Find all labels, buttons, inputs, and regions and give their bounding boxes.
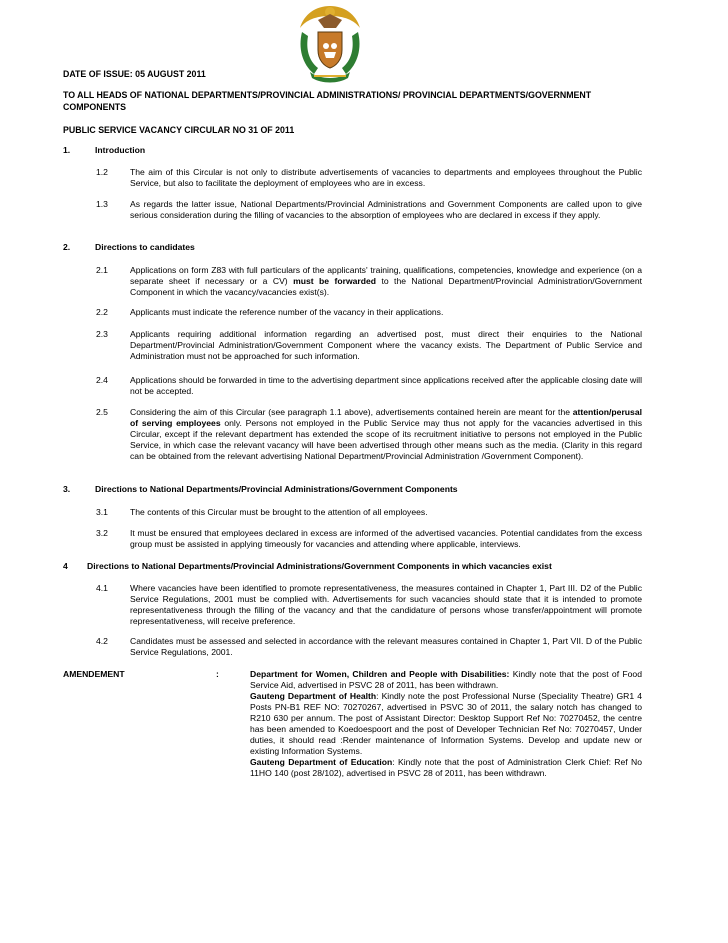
paragraph-text: Considering the aim of this Circular (see paragraph 1.1 above), advertisements contained herein are meant for the attention/perusal of serving employees only. Persons not employed in the Public Service may thus not apply for the vacancies advertised in this Circular, except if the relevant department has extended the scope of its recruitment initiative to persons not employed in the Public Service, in which case the relevant vacancy will have been advertised through other means such as the media. (Clarity in this regard can be obtained from the relevant advertising National Department/Provincial Administration /Government Component). <box>130 407 642 461</box>
paragraph-number: 2.4 <box>96 375 108 385</box>
date-of-issue: DATE OF ISSUE: 05 AUGUST 2011 <box>63 69 206 79</box>
amendment-entry: Gauteng Department of Health: Kindly note the post Professional Nurse (Speciality Theatre) GR1 4 Posts PN-B1 REF NO: 70270267, advertised in PSVC 30 of 2011, the salary notch has changed to R210 630 per annum. The post of Assistant Director: Desktop Support Ref No: 70270452, the centre has been amended to Koedoespoort and the post of Developer Technician Ref No: 70270457, Under duties, it should read :Render maintenance of Information Systems. Develop and update new or existing Information Systems. <box>250 691 642 756</box>
paragraph-text: Candidates must be assessed and selected in accordance with the relevant measures contained in Chapter 1, Part VII. D of the Public Service Regulations, 2001. <box>130 636 642 657</box>
paragraph-number: 2.5 <box>96 407 108 417</box>
paragraph-text: Where vacancies have been identified to promote representativeness, the measures contained in Chapter 1, Part III. D2 of the Public Service Regulations, 2001 must be complied with. Advertisements for such vacancies should state that it is intended to promote representativeness through the filling of the vacancy and that the candidature of persons whose transfer/appointment will promote representativeness, will receive preference. <box>130 583 642 626</box>
amendment-label: AMENDEMENT <box>63 669 125 679</box>
section-number: 2. <box>63 242 71 252</box>
section-title: Directions to National Departments/Provincial Administrations/Government Components <box>95 484 458 494</box>
paragraph-number: 4.2 <box>96 636 108 646</box>
amendment-entry: Gauteng Department of Education: Kindly note that the post of Administration Clerk Chief: Ref No 11HO 140 (post 28/102), advertised in PSVC 28 of 2011, has been withdrawn. <box>250 757 642 778</box>
section-title: Directions to National Departments/Provincial Administrations/Government Components in which vacancies exist <box>87 561 552 571</box>
emphasis: attention/perusal of serving employees <box>130 407 642 428</box>
paragraph-text: Applicants requiring additional information regarding an advertised post, must direct their enquiries to the National Department/Provincial Administration/Government Component where the vacancy exists. The Department of Public Service and Administration must not be approached for such information. <box>130 329 642 361</box>
paragraph-number: 1.3 <box>96 199 108 209</box>
paragraph-text: The contents of this Circular must be brought to the attention of all employees. <box>130 507 428 517</box>
paragraph-text: As regards the latter issue, National Departments/Provincial Administrations and Government Components are called upon to give serious consideration during the filling of vacancies to the absorption of employees who are declared in excess if they apply. <box>130 199 642 220</box>
section-number: 4 <box>63 561 68 571</box>
amendment-entry: Department for Women, Children and People with Disabilities: Kindly note that the post of Food Service Aid, advertised in PSVC 28 of 2011, has been withdrawn. <box>250 669 642 690</box>
section-title: Directions to candidates <box>95 242 195 252</box>
circular-title: PUBLIC SERVICE VACANCY CIRCULAR NO 31 OF 2011 <box>63 125 295 135</box>
coat-of-arms-emblem <box>296 2 364 86</box>
paragraph-number: 2.2 <box>96 307 108 317</box>
paragraph-text: It must be ensured that employees declared in excess are informed of the advertised vacancies. Potential candidates from the excess group must be assisted in applying timeously for vacancies and attending where applicable, interviews. <box>130 528 642 549</box>
paragraph-text: The aim of this Circular is not only to distribute advertisements of vacancies to departments and employees throughout the Public Service, but also to facilitate the deployment of employees who are in excess. <box>130 167 642 188</box>
paragraph-text: Applicants must indicate the reference number of the vacancy in their applications. <box>130 307 444 317</box>
amendment-body <box>250 669 642 779</box>
section-number: 1. <box>63 145 71 155</box>
paragraph-text: Applications on form Z83 with full particulars of the applicants' training, qualifications, competencies, knowledge and experience (on a separate sheet if necessary or a CV) must be forwarded to the National Department/Provincial Administration/Government Component in which the vacancy/vacancies exist(s). <box>130 265 642 297</box>
section-number: 3. <box>63 484 71 494</box>
amendment-colon: : <box>216 669 219 679</box>
paragraph-text: Applications should be forwarded in time to the advertising department since applications received after the applicable closing date will not be accepted. <box>130 375 642 396</box>
section-title: Introduction <box>95 145 146 155</box>
paragraph-number: 2.3 <box>96 329 108 339</box>
emphasis: must be forwarded <box>293 276 377 286</box>
paragraph-number: 4.1 <box>96 583 108 593</box>
paragraph-number: 1.2 <box>96 167 108 177</box>
paragraph-number: 2.1 <box>96 265 108 275</box>
paragraph-number: 3.2 <box>96 528 108 538</box>
paragraph-number: 3.1 <box>96 507 108 517</box>
addressee: TO ALL HEADS OF NATIONAL DEPARTMENTS/PROVINCIAL ADMINISTRATIONS/ PROVINCIAL DEPARTMENTS/GOVERNMENT COMPONENTS <box>63 90 592 112</box>
